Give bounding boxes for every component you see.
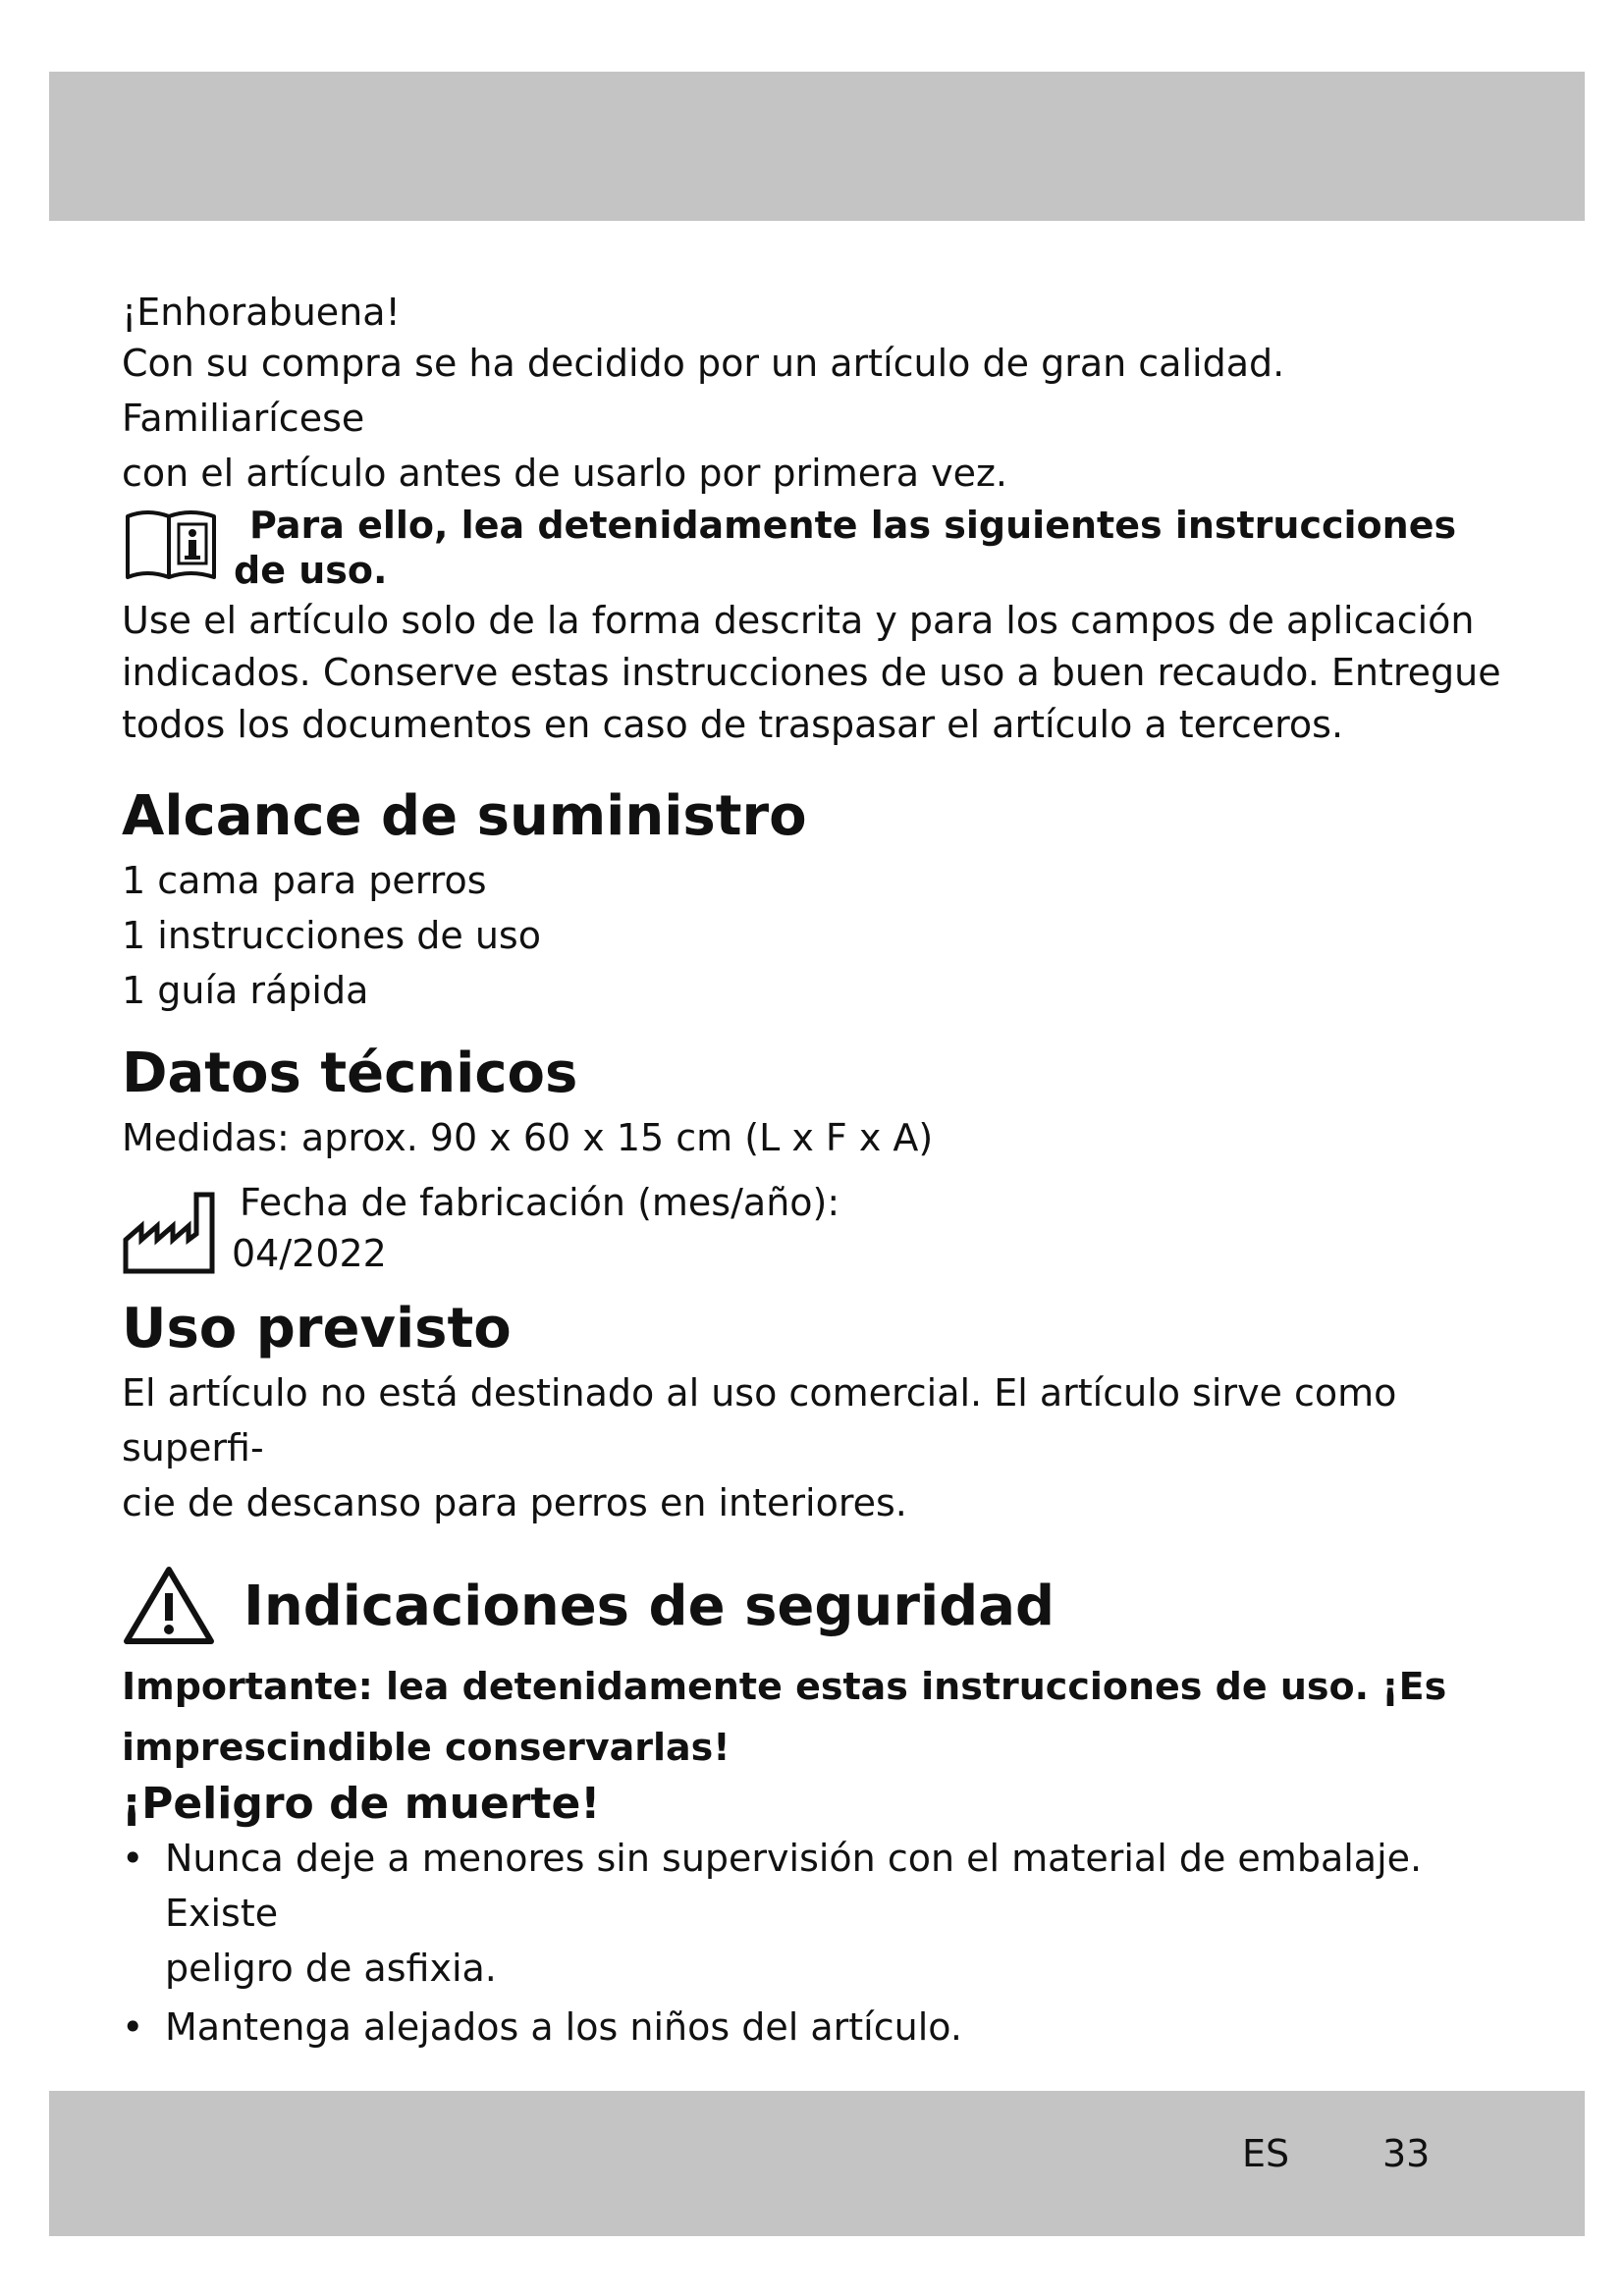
warning-triangle-icon [122,1564,216,1650]
danger-title: ¡Peligro de muerte! [122,1779,601,1829]
bullet-text: Mantenga alejados a los niños del artículo. [165,2005,962,2049]
greeting: ¡Enhorabuena! [122,291,401,334]
important-notice: Importante: lea detenidamente estas instrucciones de uso. ¡Es [122,1665,1447,1708]
notice-text: Para ello, lea detenidamente las siguientes instrucciones [249,504,1457,547]
read-instructions-notice [122,501,1516,591]
safety-heading [122,1564,1516,1650]
bullet-text: peligro de asfixia. [165,1947,497,1990]
bullet: • [122,1837,144,1880]
intended-use-line: cie de descanso para perros en interiores. [122,1481,907,1524]
bullet: • [122,2005,144,2049]
usage-line: todos los documentos en caso de traspasar el artículo a terceros. [122,703,1344,746]
footer-language: ES [1242,2132,1290,2175]
footer-band [49,2091,1585,2236]
scope-item: 1 cama para perros [122,859,487,902]
important-notice: imprescindible conservarlas! [122,1726,731,1769]
notice-text: de uso. [234,549,388,592]
dimensions: Medidas: aprox. 90 x 60 x 15 cm (L x F x A) [122,1116,934,1159]
section-title-safety: Indicaciones de seguridad [244,1575,1056,1638]
section-title-intended-use: Uso previsto [122,1297,512,1361]
intro-line: con el artículo antes de usarlo por primera vez. [122,452,1007,495]
factory-icon [122,1191,218,1279]
list-item [122,1831,1516,1996]
scope-item: 1 instrucciones de uso [122,914,541,957]
section-title-scope: Alcance de suministro [122,784,807,848]
page-number: 33 [1382,2132,1431,2175]
manufacture-date-block [122,1177,1516,1279]
header-band [49,72,1585,221]
section-title-technical: Datos técnicos [122,1041,578,1105]
book-info-icon [122,507,220,587]
manufacture-label: Fecha de fabricación (mes/año): [240,1181,840,1224]
bullet-text: Nunca deje a menores sin supervisión con el material de embalaje. Existe [165,1837,1423,1935]
scope-item: 1 guía rápida [122,969,369,1012]
intended-use-line: El artículo no está destinado al uso comercial. El artículo sirve como superfi- [122,1371,1397,1469]
usage-line: Use el artículo solo de la forma descrita y para los campos de aplicación [122,599,1475,642]
page-content [122,285,1516,2055]
list-item [122,2000,1516,2055]
intro-line: Con su compra se ha decidido por un artículo de gran calidad. Familiarícese [122,342,1285,440]
safety-list [122,1831,1516,2055]
usage-line: indicados. Conserve estas instrucciones de uso a buen recaudo. Entregue [122,651,1501,694]
manufacture-date: 04/2022 [232,1232,387,1275]
